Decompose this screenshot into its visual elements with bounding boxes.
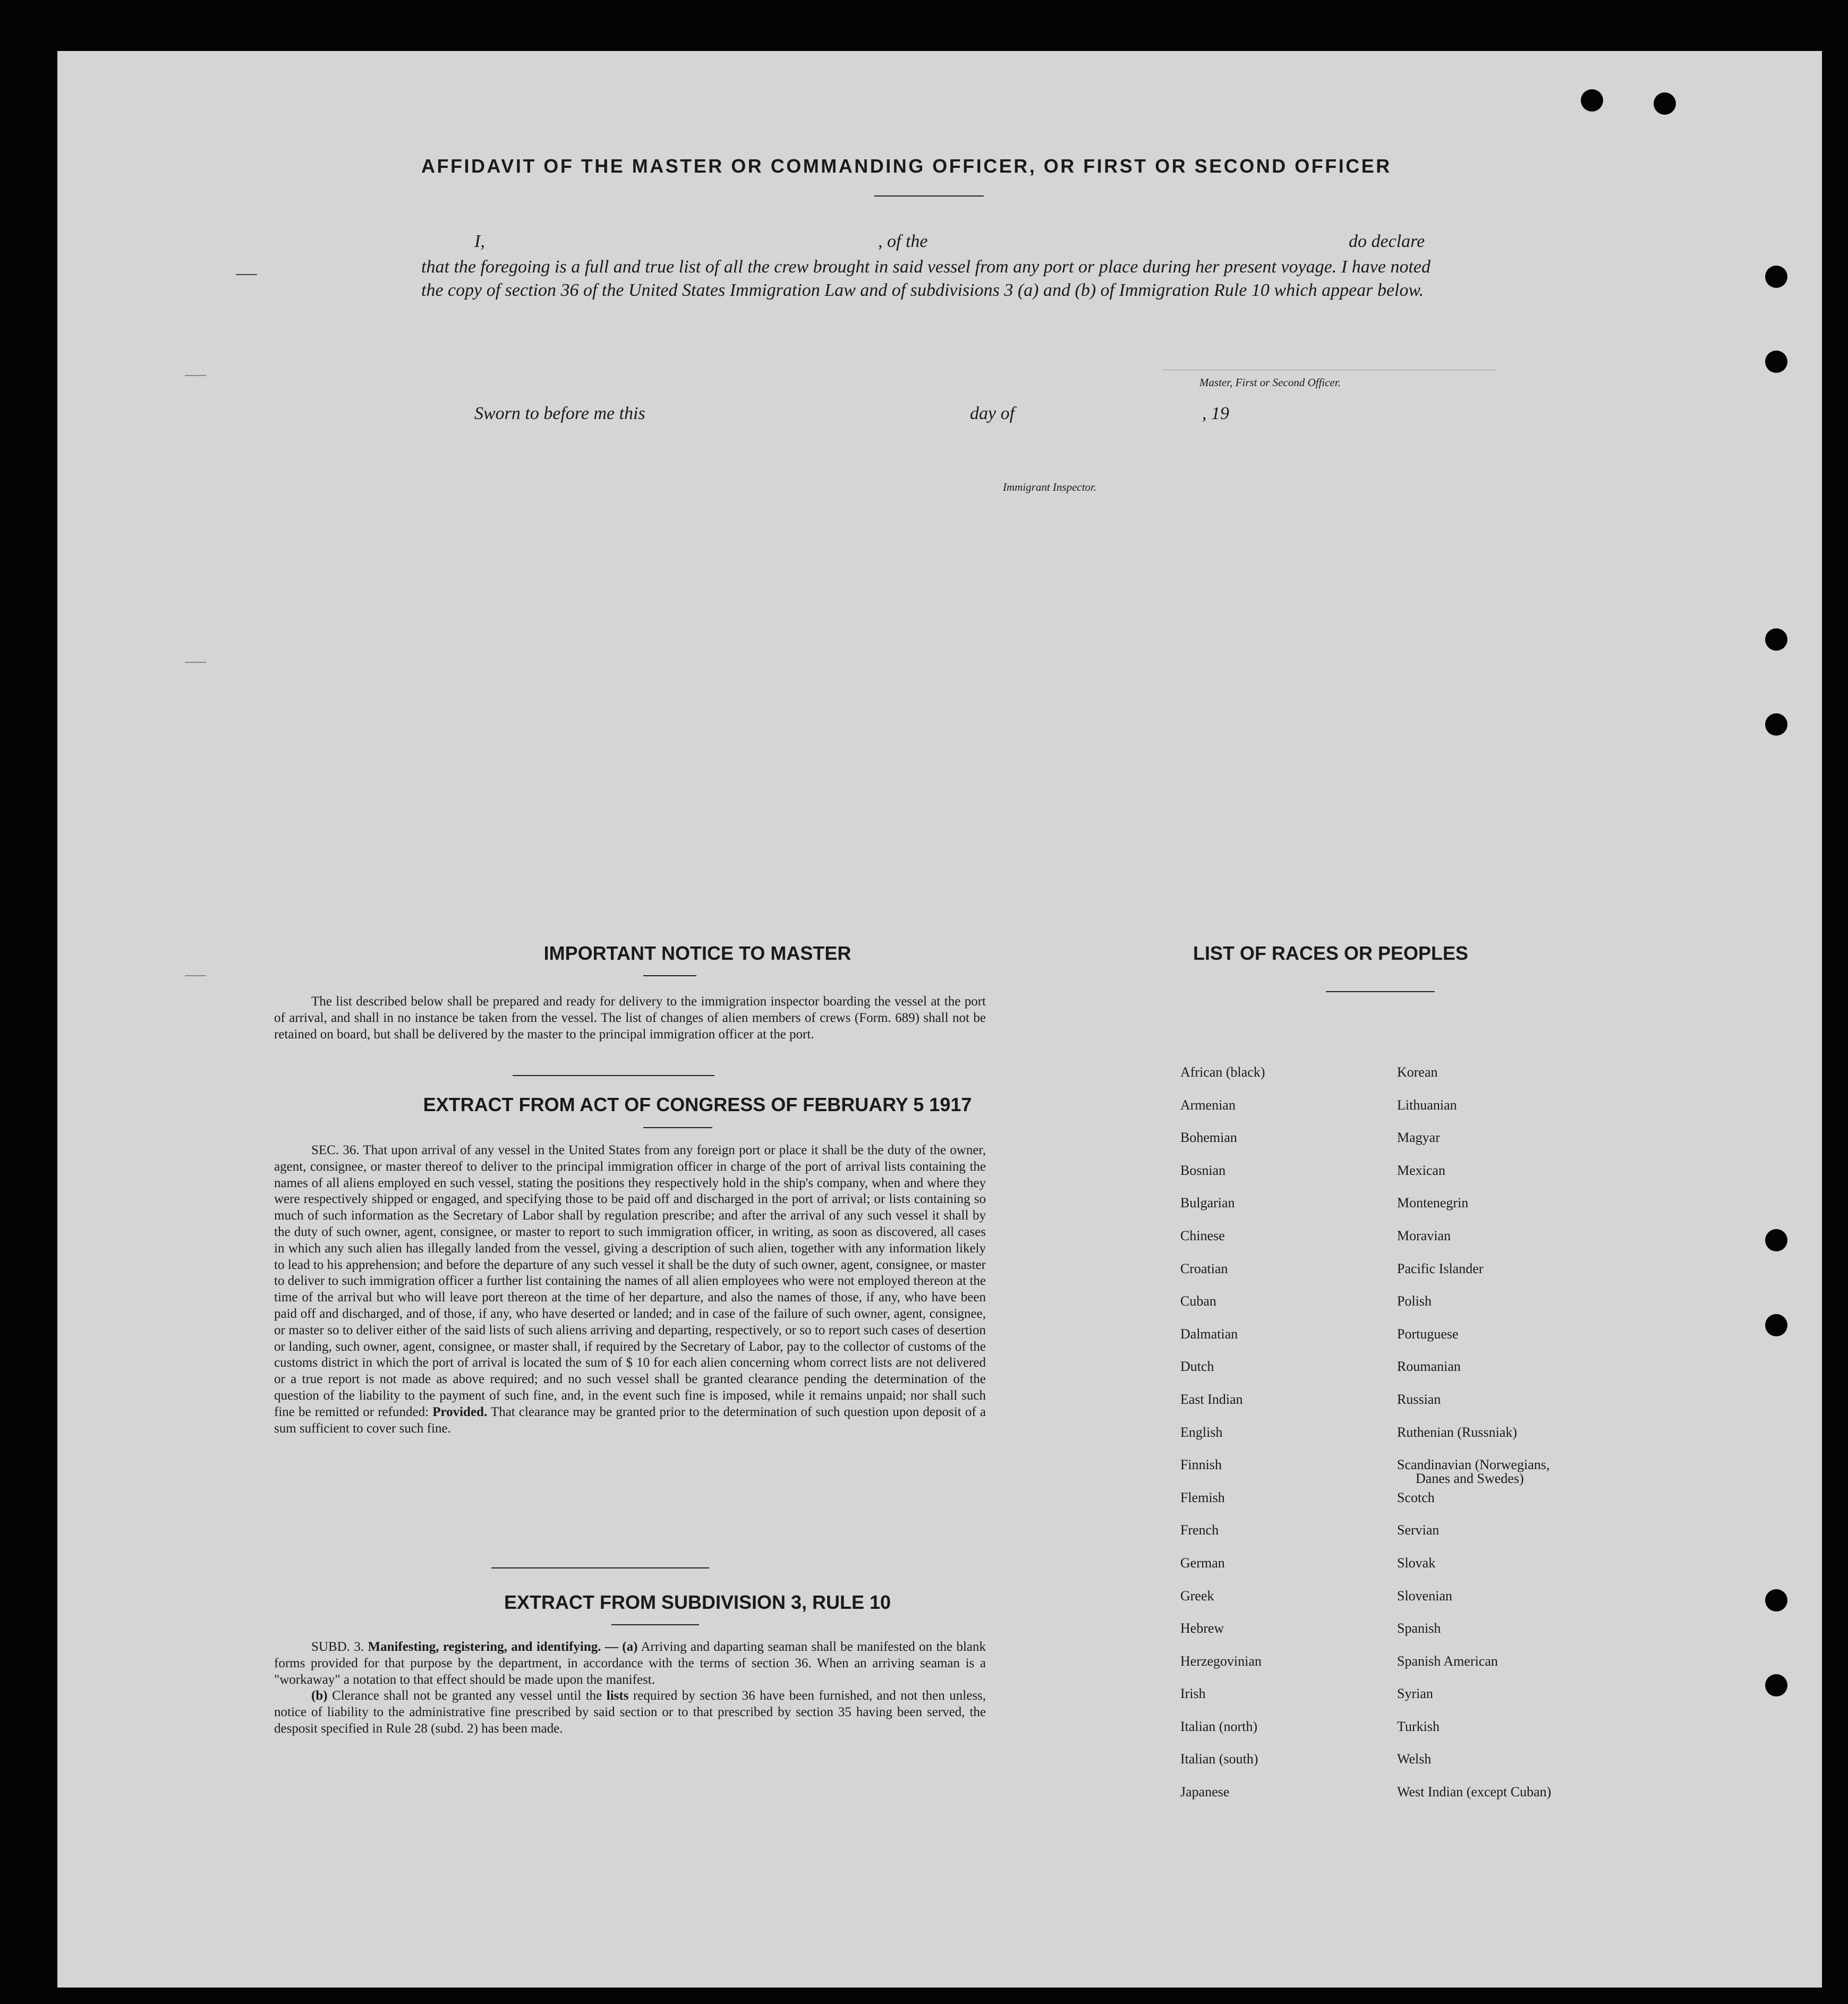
extract-rule-body [274,1639,986,1737]
punch-hole [1765,713,1787,736]
punch-hole [1765,1589,1787,1611]
punch-hole [1765,1314,1787,1336]
affidavit-title: AFFIDAVIT OF THE MASTER OR COMMANDING OFFICER, OR FIRST OR SECOND OFFICER [421,155,1392,177]
subdivision-b-paragraph [274,1688,986,1737]
race-item: Montenegrin [1397,1195,1469,1211]
race-item: Bulgarian [1180,1195,1235,1211]
punch-hole [1654,92,1676,115]
race-item: Portuguese [1397,1326,1459,1342]
subd-b-text-end: required by section 36 have been furnished, and not then unless, notice of liability to the administrative fine prescribed by said section or to that prescribed by section 35 having been served, the desposit specified in Rule 28 (subd. 2) has been made. [274,1689,986,1736]
race-item: Syrian [1397,1686,1433,1702]
race-item: Hebrew [1180,1621,1224,1636]
race-item: Scotch [1397,1489,1435,1505]
punch-hole [1765,266,1787,288]
race-item: Welsh [1397,1751,1432,1767]
extract-act-rule [643,1127,712,1128]
extract-rule-title: EXTRACT FROM SUBDIVISION 3, RULE 10 [504,1591,891,1613]
important-notice-body: The list described below shall be prepared and ready for delivery to the immigration inspector boarding the vessel at the port of arrival, and shall in no instance be taken from the vessel. The list of changes of alien members of crews (Form. 689) shall not be retained on board, but shall be delivered by the master to the principal immigration officer at the port. [274,994,986,1042]
subd-label: SUBD. 3. [311,1640,364,1654]
race-item: Magyar [1397,1130,1440,1146]
divider-rule [491,1567,709,1568]
race-item: English [1180,1424,1223,1440]
race-item: Spanish American [1397,1653,1498,1669]
subd-dash: — [604,1640,618,1654]
race-item: African (black) [1180,1064,1265,1080]
affidavit-paragraph: that the foregoing is a full and true list of all the crew brought in said vessel from any port or place during her present voyage. I have noted the copy of section 36 of the United States Immigration Law and of subdivisions 3 (a) and (b) of Immigration Rule 10 which appear below. [421,257,1430,300]
race-item: Russian [1397,1391,1441,1407]
subd-heading: Manifesting, registering, and identifying. [368,1640,601,1654]
important-notice-rule [643,975,696,976]
race-item: Scandinavian (Norwegians, [1397,1457,1550,1473]
subd-a-label: (a) [622,1640,638,1654]
race-item: Dutch [1180,1359,1214,1375]
race-item: Cuban [1180,1293,1216,1309]
punch-hole [1765,1674,1787,1696]
race-item: Danes and Swedes) [1416,1471,1524,1487]
race-item: Roumanian [1397,1359,1461,1375]
race-item: Dalmatian [1180,1326,1238,1342]
race-item: East Indian [1180,1391,1243,1407]
extract-act-text-end: That clearance may be granted prior to the determination of such question upon deposit of a sum sufficient to cover such fine. [274,1404,986,1436]
affidavit-do-declare-label: do declare [1349,232,1425,251]
year-label: , 19 [1202,404,1229,423]
punch-hole [1765,1229,1787,1251]
important-notice-title: IMPORTANT NOTICE TO MASTER [543,942,851,964]
race-item: Italian (north) [1180,1718,1258,1734]
race-item: Polish [1397,1293,1432,1309]
race-item: Moravian [1397,1227,1451,1243]
race-item: Turkish [1397,1718,1440,1734]
provided-word: Provided. [432,1404,488,1419]
race-item: Servian [1397,1522,1440,1538]
race-item: Bohemian [1180,1130,1237,1146]
race-item: Bosnian [1180,1162,1226,1178]
race-item: Herzegovinian [1180,1653,1262,1669]
races-title: LIST OF RACES OR PEOPLES [1193,942,1469,964]
affidavit-i-label: I, [474,232,485,251]
extract-act-text: SEC. 36. That upon arrival of any vessel in the United States from any foreign port or place it shall be the duty of the owner, agent, consignee, or master thereof to deliver to the principal immigration officer in charge of the port of arrival lists containing the names of all aliens employed en such vessel, stating the positions they respectively hold in the ship's company, when and where they were respectively shipped or engaged, and specifying those to be paid off and discharged in the port of arrival; or lists containing so much of such information as the Secretary of Labor shall by regulation prescribe; and after the arrival of any such vessel it shall by the duty of such owner, agent, consignee, or master to report to such immigration officer, in writing, as soon as discovered, all cases in which any such alien has illegally landed from the vessel, giving a description of such alien, together with any information likely to lead to his apprehension; and before the departure of any such vessel it shall be the duty of such owner, agent, consignee, or master to deliver to such immigration officer a further list containing the names of all alien employees who were not employed thereon at the time of the arrival but who will leave port thereon at the time of her departure, and also the names of those, if any, who have been paid off and discharged, and of those, if any, who have deserted or landed; and in case of the failure of such owner, agent, consignee, or master so to deliver either of the said lists of such aliens arriving and departing, respectively, or so to report such cases of desertion or landing, such owner, agent, consignee, or master shall, if required by the Secretary of Labor, pay to the collector of customs of the customs district in which the port of arrival is located the sum of $ 10 for each alien concerning whom correct lists are not delivered or a true report is not made as above required; and no such vessel shall be granted clearance pending the determination of the question of the liability to the payment of such fine, and, in the event such fine is imposed, while it remains unpaid; nor shall such fine be remitted or refunded: [274,1143,986,1419]
subdivision-a-paragraph [274,1639,986,1688]
lists-word: lists [606,1689,629,1703]
races-column-2 [1397,1065,1673,1818]
affidavit-of-the-label: , of the [878,232,928,251]
punch-hole [1765,351,1787,373]
extract-rule-rule [611,1624,699,1625]
race-item: Irish [1180,1686,1206,1702]
race-item: German [1180,1555,1225,1571]
subd-a-text: Arriving and daparting seaman shall be manifested on the blank forms provided for that purpose by the department, in accordance with the terms of section 36. When an arriving seaman is a "workaway" a notation to that effect should be made upon the manifest. [274,1640,986,1687]
race-item: Croatian [1180,1260,1228,1276]
races-column-1 [1180,1065,1403,1818]
race-item: Mexican [1397,1162,1445,1178]
divider-rule [513,1075,714,1076]
scan-mark [185,975,206,976]
race-item: Slovenian [1397,1588,1452,1604]
races-title-rule [1326,991,1435,992]
day-of-label: day of [970,404,1015,423]
race-item: Korean [1397,1064,1438,1080]
race-item: Finnish [1180,1457,1222,1473]
scan-mark [185,662,206,663]
race-item: Ruthenian (Russniak) [1397,1424,1518,1440]
scan-mark [185,375,206,376]
punch-hole [1581,89,1603,112]
punch-hole [1765,628,1787,651]
race-item: Spanish [1397,1621,1441,1636]
extract-act-title: EXTRACT FROM ACT OF CONGRESS OF FEBRUARY 5 1917 [423,1094,972,1115]
form-page [57,51,1822,1988]
extract-act-body [274,1142,986,1437]
race-item: Slovak [1397,1555,1436,1571]
race-item: Armenian [1180,1097,1236,1113]
race-item: Chinese [1180,1227,1225,1243]
race-item: French [1180,1522,1219,1538]
master-signature-caption: Master, First or Second Officer. [1199,376,1341,389]
race-item: Japanese [1180,1784,1230,1800]
race-item: Flemish [1180,1489,1225,1505]
race-item: West Indian (except Cuban) [1397,1784,1552,1800]
subd-b-text: Clerance shall not be granted any vessel until the [332,1689,602,1703]
scan-mark [236,274,257,275]
affidavit-title-rule [874,195,984,197]
inspector-caption: Immigrant Inspector. [1003,481,1097,493]
sworn-label: Sworn to before me this [474,404,645,423]
race-item: Lithuanian [1397,1097,1457,1113]
race-item: Italian (south) [1180,1751,1258,1767]
race-item: Greek [1180,1588,1214,1604]
race-item: Pacific Islander [1397,1260,1484,1276]
subd-b-label: (b) [311,1689,328,1703]
